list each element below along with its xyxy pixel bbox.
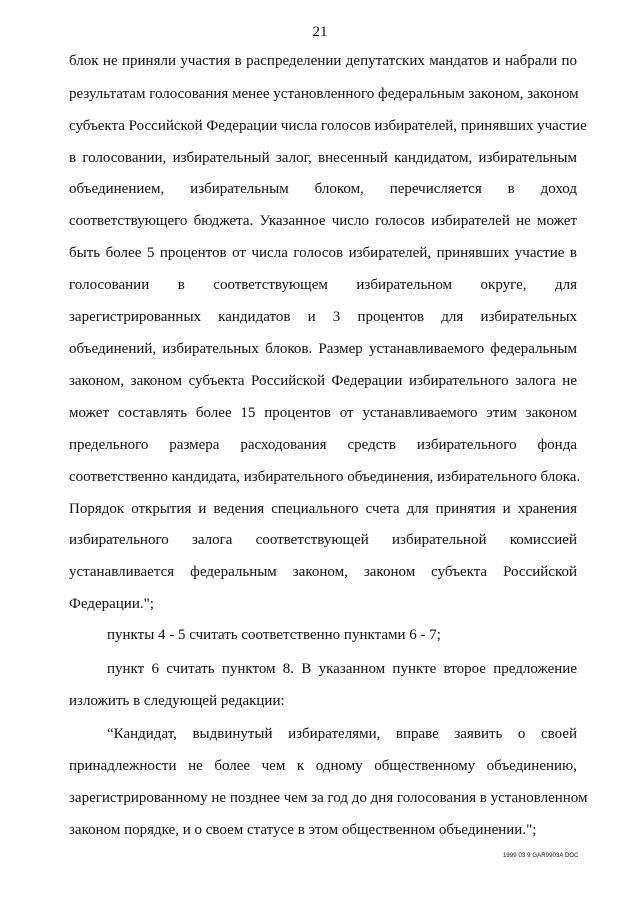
text-line: законом, законом субъекта Российской Федерации избирательного залога не [69, 373, 577, 389]
text-line: быть более 5 процентов от числа голосов избирателей, принявших участие в [69, 245, 577, 261]
text-line: соответствующего бюджета. Указанное число голосов избирателей не может [69, 213, 577, 229]
text-line: результатам голосования менее установленного федеральным законом, законом [69, 86, 579, 102]
text-line: устанавливается федеральным законом, законом субъекта Российской [69, 564, 577, 580]
text-line: предельного размера расходования средств избирательного фонда [69, 437, 577, 453]
text-line: объединением, избирательным блоком, перечисляется в доход [69, 181, 577, 197]
text-line: в голосовании, избирательный залог, внесенный кандидатом, избирательным [69, 150, 577, 166]
page-number: 21 [312, 24, 328, 40]
text-line: избирательного залога соответствующей избирательной комиссией [69, 532, 577, 548]
text-line: может составлять более 15 процентов от устанавливаемого этим законом [69, 405, 577, 421]
text-line: Порядок открытия и ведения специального счета для принятия и хранения [69, 501, 577, 517]
text-line: изложить в следующей редакции: [69, 693, 285, 709]
text-line: Федерации."; [69, 596, 154, 612]
text-line: принадлежности не более чем к одному общественному объединению, [69, 758, 577, 774]
text-line: законом порядке, и о своем статусе в этом общественном объединении."; [69, 822, 537, 838]
text-line: субъекта Российской Федерации числа голосов избирателей, принявших участие [69, 118, 587, 134]
text-line: пункты 4 - 5 считать соответственно пунктами 6 - 7; [107, 627, 441, 643]
text-line: объединений, избирательных блоков. Размер устанавливаемого федеральным [69, 341, 577, 357]
text-line: “Кандидат, выдвинутый избирателями, вправе заявить о своей [107, 726, 577, 742]
text-line: блок не приняли участия в распределении депутатских мандатов и набрали по [69, 53, 577, 69]
footer-document-code: 1999 03 9 GAR9903A DOC [503, 853, 579, 859]
text-line: зарегистрированных кандидатов и 3 процентов для избирательных [69, 309, 577, 325]
text-line: зарегистрированному не позднее чем за год до дня голосования в установленном [69, 790, 588, 806]
text-line: соответственно кандидата, избирательного объединения, избирательного блока. [69, 469, 581, 485]
text-line: голосовании в соответствующем избирательном округе, для [69, 277, 577, 293]
text-line: пункт 6 считать пунктом 8. В указанном пункте второе предложение [107, 661, 577, 677]
